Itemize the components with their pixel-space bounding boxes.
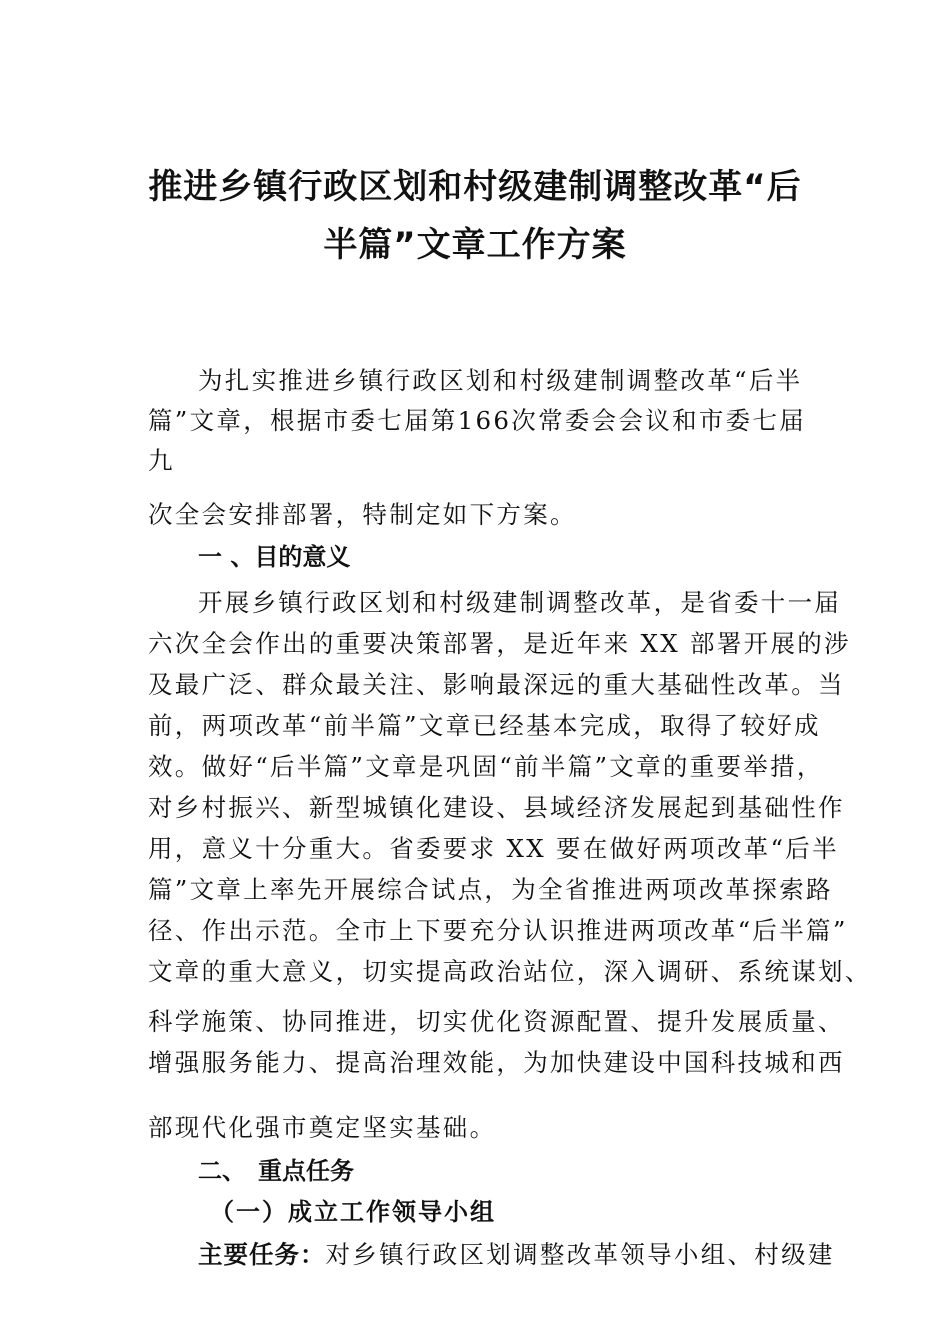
section-heading-2: 二、 重点任务	[198, 1157, 354, 1185]
paragraph-line: 效。做好“后半篇”文章是巩固“前半篇”文章的重要举措，	[148, 752, 824, 781]
paragraph-line: 及最广泛、群众最关注、影响最深远的重大基础性改革。当	[148, 670, 845, 699]
paragraph-line: 篇”文章，根据市委七届第166次常委会会议和市委七届	[148, 406, 807, 435]
title-line-1: 推进乡镇行政区划和村级建制调整改革“后	[148, 167, 802, 207]
paragraph-line: 篇”文章上率先开展综合试点，为全省推进两项改革探索路	[148, 875, 833, 904]
task-text: 对乡镇行政区划调整改革领导小组、村级建	[325, 1240, 835, 1269]
section-heading-1: 一 、目的意义	[198, 543, 351, 571]
paragraph-line: 为扎实推进乡镇行政区划和村级建制调整改革“后半	[198, 366, 803, 395]
paragraph-line: 增强服务能力、提高治理效能，为加快建设中国科技城和西	[148, 1048, 845, 1077]
paragraph-line: 前，两项改革“前半篇”文章已经基本完成，取得了较好成	[148, 711, 821, 740]
paragraph-line: 开展乡镇行政区划和村级建制调整改革，是省委十一届	[198, 588, 842, 617]
subsection-heading: （一）成立工作领导小组	[210, 1198, 496, 1226]
paragraph-line: 次全会安排部署，特制定如下方案。	[148, 500, 577, 529]
paragraph-line: 九	[148, 446, 175, 475]
paragraph-line: 科学施策、协同推进，切实优化资源配置、提升发展质量、	[148, 1007, 845, 1036]
task-line	[198, 1238, 835, 1272]
paragraph-line: 对乡村振兴、新型城镇化建设、县域经济发展起到基础性作	[148, 793, 845, 822]
task-label: 主要任务：	[198, 1240, 326, 1269]
title-line-2: 半篇”文章工作方案	[323, 225, 627, 265]
paragraph-line: 部现代化强市奠定坚实基础。	[148, 1113, 497, 1142]
paragraph-line: 六次全会作出的重要决策部署，是近年来 XX 部署开展的涉	[148, 629, 851, 658]
paragraph-line: 文章的重大意义，切实提高政治站位，深入调研、系统谋划、	[148, 957, 872, 986]
paragraph-line: 径、作出示范。全市上下要充分认识推进两项改革“后半篇”	[148, 916, 848, 945]
paragraph-line: 用，意义十分重大。省委要求 XX 要在做好两项改革“后半	[148, 834, 839, 863]
